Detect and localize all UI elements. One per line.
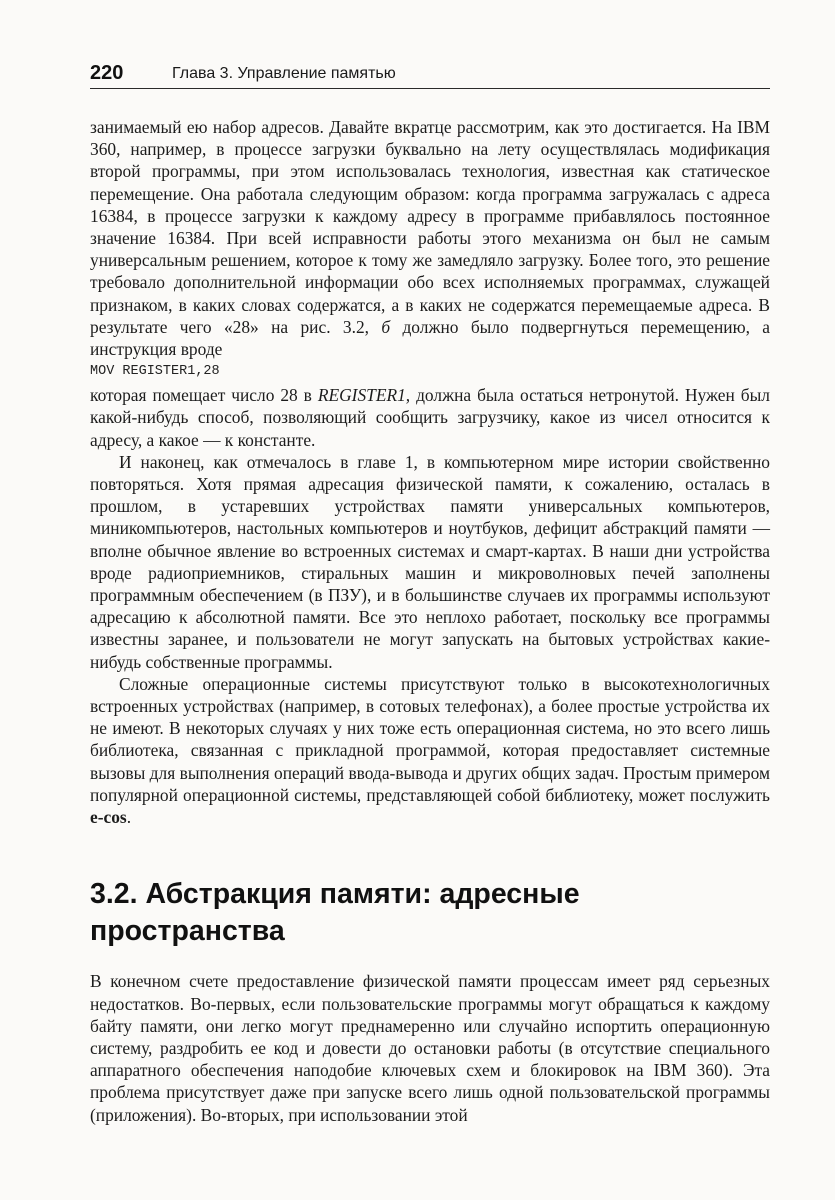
paragraph-text: которая помещает число 28 в xyxy=(90,385,318,406)
register-name-italic: REGISTER1, xyxy=(317,385,411,406)
page-body xyxy=(90,116,770,1126)
paragraph-text: Сложные операционные системы присутствуют только в высокотехнологичных встроенных устройствах (например, в сотовых телефонах), а более простые устройства их не имеют. В некоторых случаях у них тоже есть операционная система, но это всего лишь библиотека, связанная с прикладной программой, которая предоставляет системные вызовы для выполнения операций ввода-вывода и других общих задач. Простым примером популярной операционной системы, представляющей собой библиотеку, может послужить xyxy=(90,673,770,805)
page-header xyxy=(90,58,770,89)
page-number: 220 xyxy=(90,62,124,84)
figure-ref-italic: б xyxy=(381,316,391,337)
paragraph-operating-systems xyxy=(90,673,770,828)
paragraph-text-end: должно было подвергнуться перемещению, а инструкция вроде xyxy=(90,316,770,360)
ecos-term: e-cos xyxy=(90,807,127,828)
chapter-title: Глава 3. Управление памятью xyxy=(172,65,396,82)
paragraph-text: занимаемый ею набор адресов. Давайте вкратце рассмотрим, как это достигается. На IBM 360, например, в процессе загрузки буквально на лету осуществлялась модификация второй программы, при этом использовалась технология, известная как статическое перемещение. Она работала следующим образом: когда программа загружалась с адреса 16384, в процессе загрузки к каждому адресу в программе прибавлялось постоянное значение 16384. При всей исправности работы этого механизма он был не самым универсальным решением, которое к тому же замедляло загрузку. Более того, это решение требовало дополнительной информации обо всех исполняемых программах, служащей признаком, в каких словах содержатся, а в каких не содержатся перемещаемые адреса. В результате чего «28» на рис. 3.2, xyxy=(90,117,770,337)
section-heading: 3.2. Абстракция памяти: адресные пространства xyxy=(90,878,580,948)
paragraph-text-end: должна была остаться нетронутой. Нужен был какой-нибудь способ, позволяющий сообщить загрузчику, какое из чисел относится к адресу, а какое — к константе. xyxy=(90,385,770,450)
paragraph-register xyxy=(90,384,770,451)
code-line: MOV REGISTER1,28 xyxy=(90,364,220,380)
paragraph-relocation xyxy=(90,116,770,360)
paragraph-address-spaces: В конечном счете предоставление физической памяти процессам имеет ряд серьезных недостатков. Во-первых, если пользовательские программы могут обращаться к каждому байту памяти, они легко могут преднамеренно или случайно испортить операционную систему, раздробить ее код и довести до остановки работы (в отсутствие специального аппаратного обеспечения наподобие ключевых схем и блокировок на IBM 360). Эта проблема присутствует даже при запуске всего лишь одной пользовательской программы (приложения). Во-вторых, при использовании этой xyxy=(90,971,770,1125)
paragraph-embedded-systems: И наконец, как отмечалось в главе 1, в компьютерном мире истории свойственно повторяться. Хотя прямая адресация физической памяти, к сожалению, осталась в прошлом, в устаревших устройствах памяти универсальных компьютеров, миникомпьютеров, настольных компьютеров и ноутбуков, дефицит абстракций памяти — вполне обычное явление во встроенных системах и смарт-картах. В наши дни устройства вроде радиоприемников, стиральных машин и микроволновых печей заполнены программным обеспечением (в ПЗУ), и в большинстве случаев их программы используют адресацию к абсолютной памяти. Все это неплохо работает, поскольку все программы известны заранее, и пользователи не могут запускать на бытовых устройствах какие-нибудь собственные программы. xyxy=(90,451,770,672)
paragraph-text-end: . xyxy=(126,807,132,828)
